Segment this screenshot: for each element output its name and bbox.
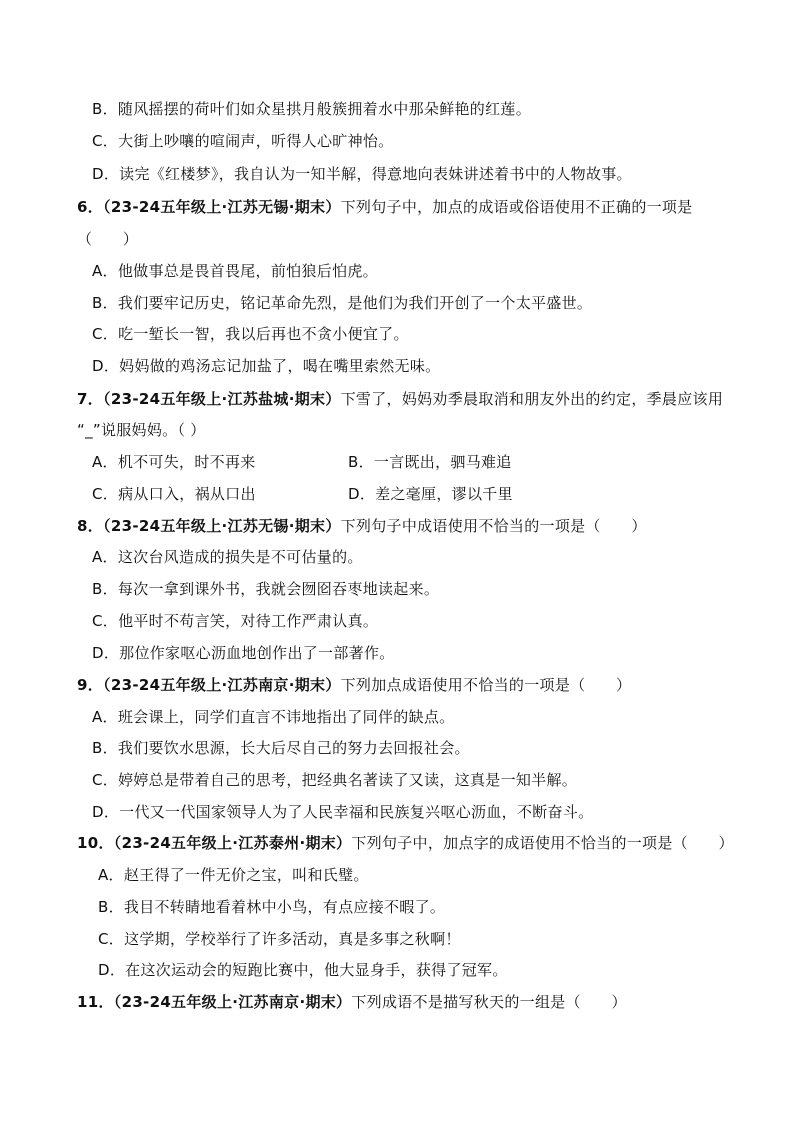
question-text: 下列加点成语使用不恰当的一项是（ ） [340, 676, 632, 694]
question-source: （23-24五年级上·江苏无锡·期末） [103, 517, 341, 535]
question-10-stem [77, 833, 734, 853]
option-c-q5: C．大街上吵嚷的喧闹声，听得人心旷神怡。 [92, 132, 394, 150]
question-source: （23-24五年级上·江苏南京·期末） [113, 993, 352, 1011]
option-c-q10: C．这学期，学校举行了许多活动，真是多事之秋啊！ [98, 930, 461, 948]
option-c-q8: C．他平时不苟言笑，对待工作严肃认真。 [92, 612, 379, 630]
option-d-q10: D．在这次运动会的短跑比赛中，他大显身手，获得了冠军。 [98, 961, 508, 979]
option-b-q6: B．我们要牢记历史，铭记革命先烈，是他们为我们开创了一个太平盛世。 [92, 294, 593, 312]
option-d-q8: D．那位作家呕心沥血地创作出了一部著作。 [92, 644, 395, 662]
option-b-q9: B．我们要饮水思源，长大后尽自己的努力去回报社会。 [92, 739, 470, 757]
option-d-q9: D．一代又一代国家领导人为了人民幸福和民族复兴呕心沥血，不断奋斗。 [92, 803, 594, 821]
question-text: 下列句子中，加点字的成语使用不恰当的一项是（ ） [351, 834, 734, 852]
question-text: 下列句子中成语使用不恰当的一项是（ ） [340, 517, 647, 535]
option-a-q7: A．机不可失，时不再来 [92, 453, 256, 471]
question-6-stem [77, 197, 693, 217]
question-9-stem [77, 675, 631, 695]
option-a-q8: A．这次台风造成的损失是不可估量的。 [92, 548, 363, 566]
option-c-q7: C．病从口入，祸从口出 [92, 485, 256, 503]
option-b-q5: B．随风摇摆的荷叶们如众星拱月般簇拥着水中那朵鲜艳的红莲。 [92, 100, 531, 118]
option-c-q6: C．吃一堑长一智，我以后再也不贪小便宜了。 [92, 325, 409, 343]
question-text: 下列句子中，加点的成语或俗语使用不正确的一项是 [340, 198, 693, 216]
question-text: 下列成语不是描写秋天的一组是（ ） [351, 993, 627, 1011]
option-d-q5: D．读完《红楼梦》，我自认为一知半解，得意地向表妹讲述着书中的人物故事。 [92, 165, 632, 183]
question-source: （23-24五年级上·江苏无锡·期末） [103, 198, 341, 216]
question-number: 6． [77, 198, 104, 216]
option-b-q7: B．一言既出，驷马难追 [348, 453, 512, 471]
question-number: 11． [77, 993, 114, 1011]
option-b-q10: B．我目不转睛地看着林中小鸟，有点应接不暇了。 [98, 898, 446, 916]
question-7-stem-cont: “_”说服妈妈。（ ） [77, 421, 206, 439]
question-7-stem [77, 389, 723, 409]
question-number: 9． [77, 676, 104, 694]
question-number: 8． [77, 517, 104, 535]
option-c-q9: C．婷婷总是带着自己的思考，把经典名著读了又读，这真是一知半解。 [92, 771, 578, 789]
question-number: 7． [77, 390, 104, 408]
question-11-stem [77, 992, 627, 1012]
question-source: （23-24五年级上·江苏泰州·期末） [113, 834, 352, 852]
question-text: 下雪了，妈妈劝季晨取消和朋友外出的约定，季晨应该用 [340, 390, 724, 408]
option-d-q6: D．妈妈做的鸡汤忘记加盐了，喝在嘴里索然无味。 [92, 357, 441, 375]
question-source: （23-24五年级上·江苏南京·期末） [103, 676, 341, 694]
option-a-q9: A．班会课上，同学们直言不讳地指出了同伴的缺点。 [92, 708, 455, 726]
option-a-q10: A．赵王得了一件无价之宝，叫和氏璧。 [98, 866, 369, 884]
question-6-stem-cont: （ ） [77, 230, 139, 248]
question-8-stem [77, 516, 647, 536]
option-a-q6: A．他做事总是畏首畏尾，前怕狼后怕虎。 [92, 262, 378, 280]
option-d-q7: D．差之毫厘，谬以千里 [348, 485, 513, 503]
question-source: （23-24五年级上·江苏盐城·期末） [103, 390, 341, 408]
option-b-q8: B．每次一拿到课外书，我就会囫囵吞枣地读起来。 [92, 580, 440, 598]
question-number: 10． [77, 834, 114, 852]
